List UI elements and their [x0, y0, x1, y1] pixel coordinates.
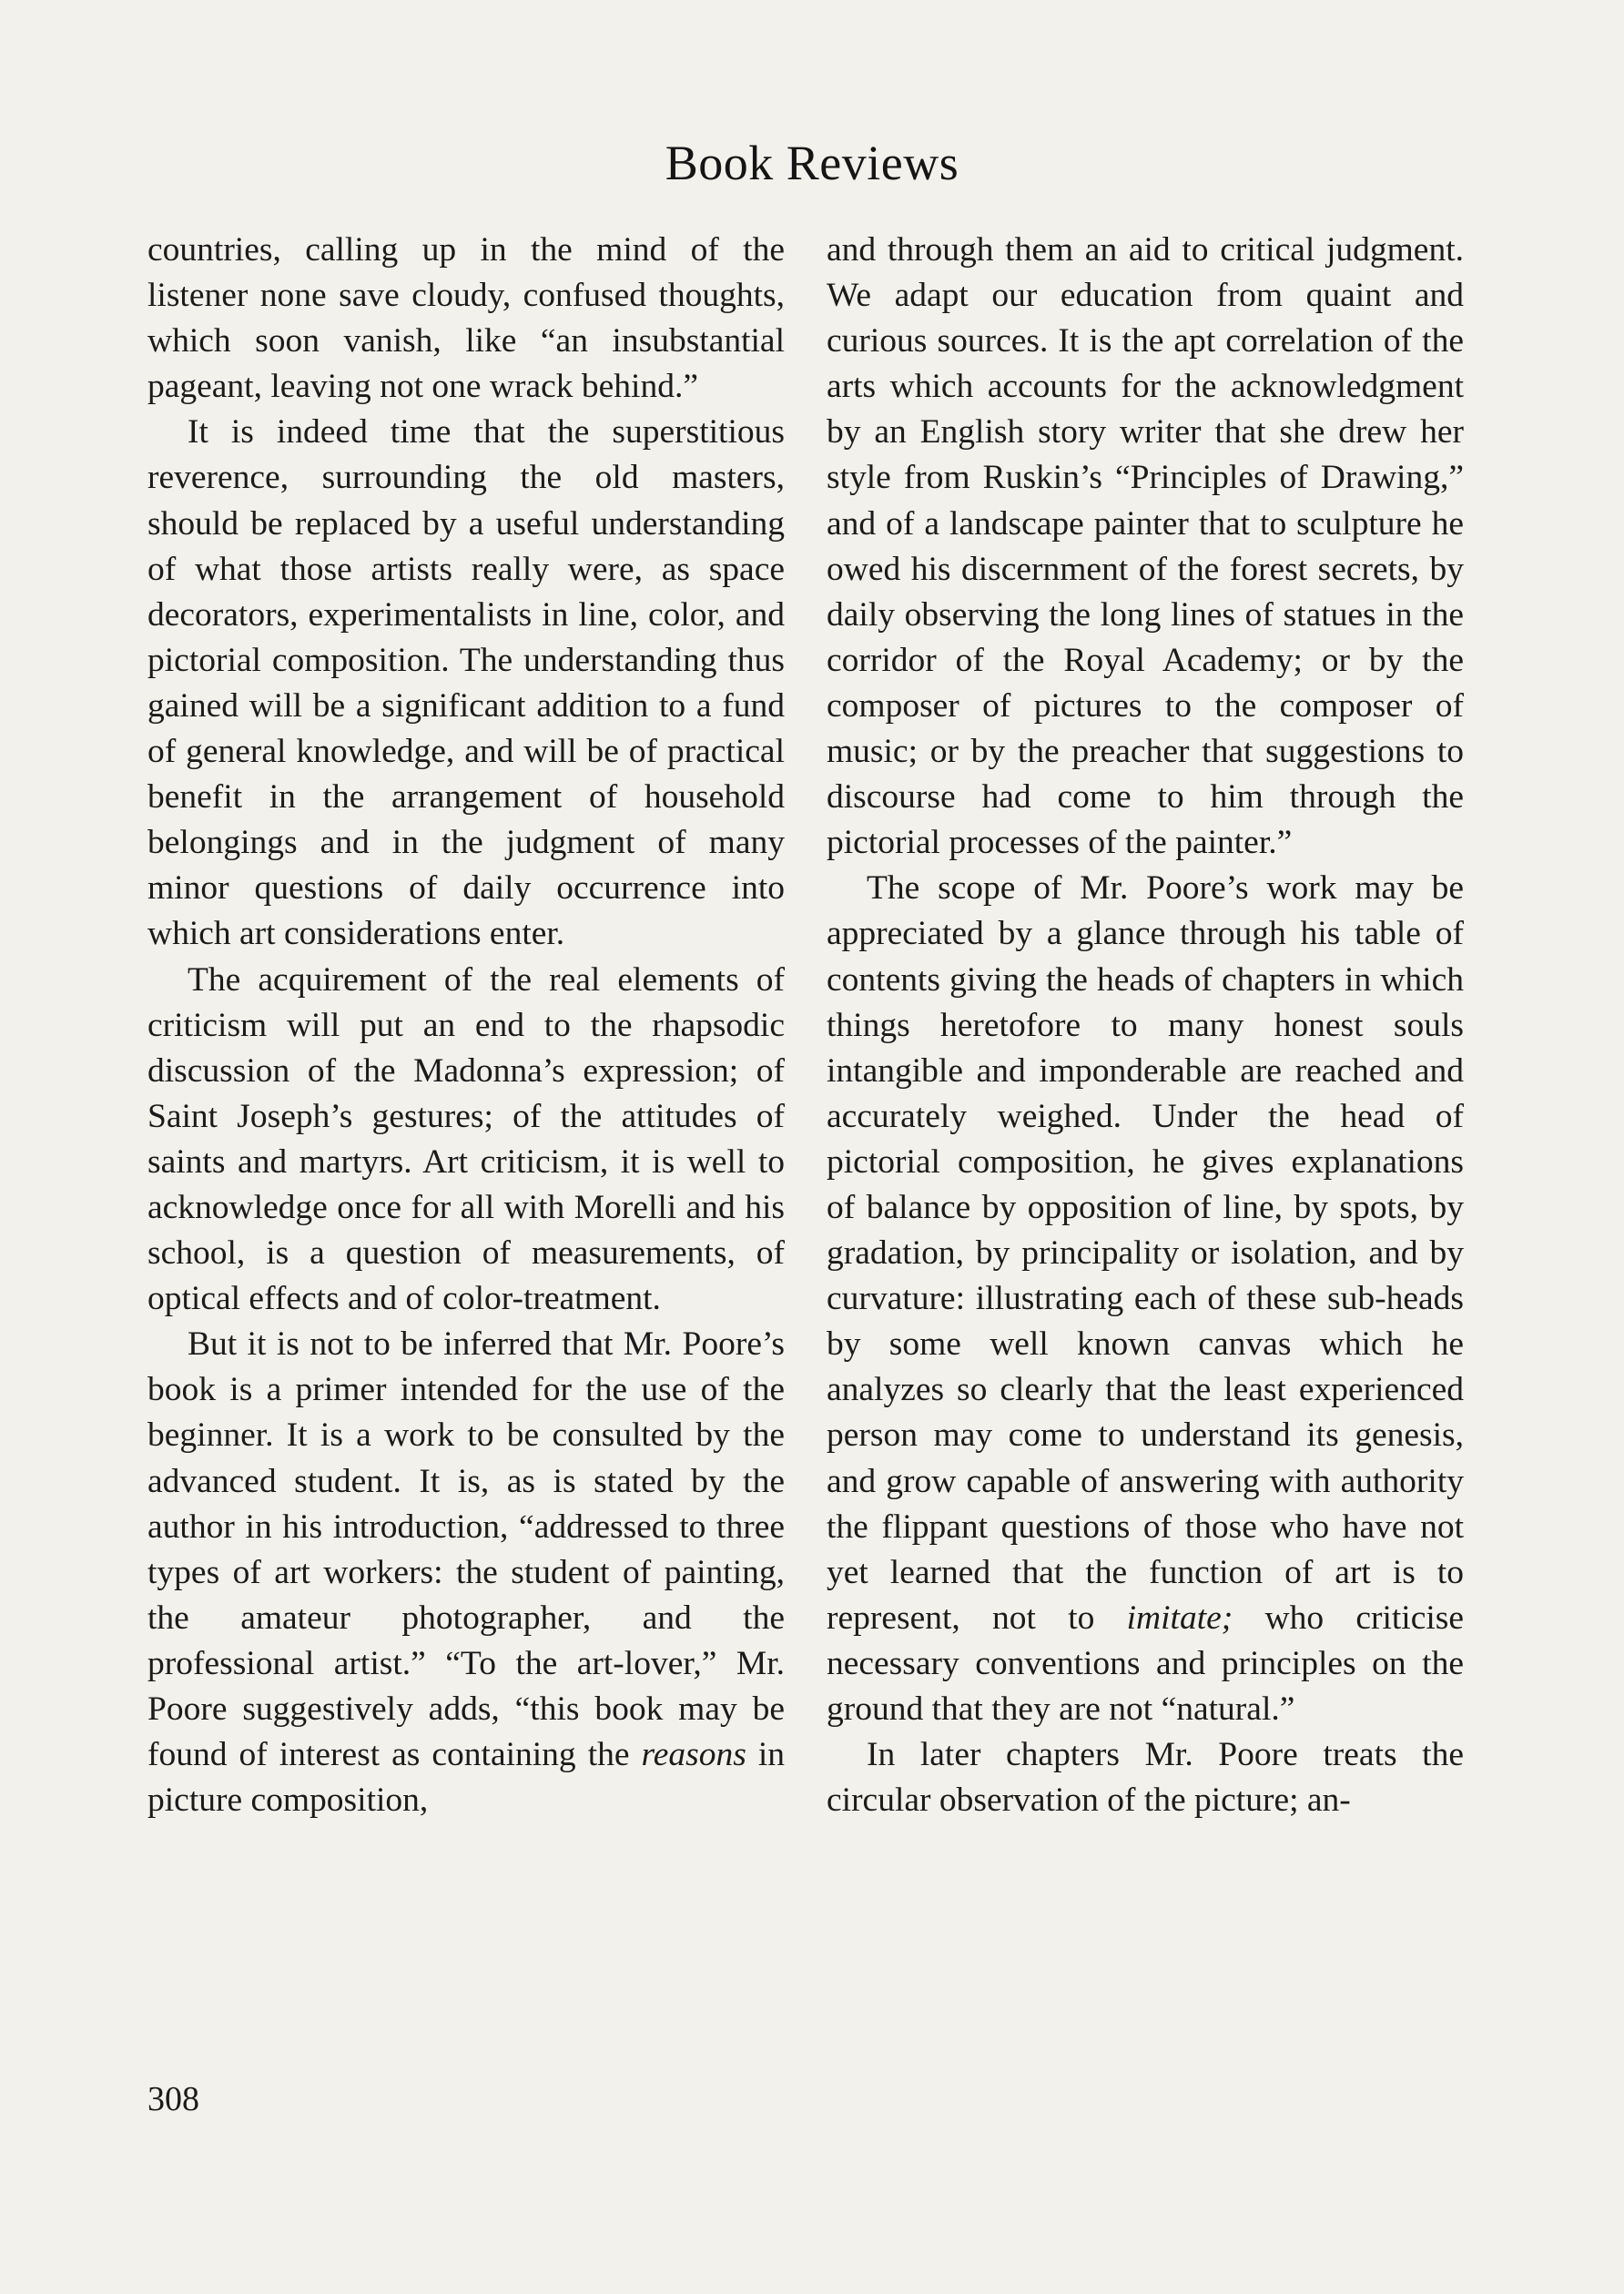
paragraph	[827, 866, 1464, 1732]
paragraph-text: who criticise necessary conventions and principles on the ground that they are not “natural.”	[827, 1599, 1465, 1728]
emphasis-text: imitate;	[1126, 1599, 1233, 1637]
page-title: Book Reviews	[665, 136, 959, 190]
paragraph	[147, 1322, 785, 1823]
left-column	[147, 228, 785, 1823]
paragraph-text: in picture composition,	[147, 1736, 786, 1820]
paragraph: The acquirement of the real elements of criticism will put an end to the rhapsodic discussion of the Madonna’s expression; of Saint Joseph’s gestures; of the attitudes of saints and martyrs. Art criticism, it is well to acknowledge once for all with Morelli and his school, is a question of measurements, of optical effects and of color-treatment.	[147, 960, 785, 1318]
paragraph: and through them an aid to critical judgment. We adapt our education from quaint and curious sources. It is the apt correlation of the arts which accounts for the acknowledgment by an English story writer that she drew her style from Ruskin’s “Principles of Drawing,” and of a landscape painter that to sculpture he owed his discernment of the forest secrets, by daily observing the long lines of statues in the corridor of the Royal Academy; or by the composer of pictures to the composer of music; or by the preacher that suggestions to discourse had come to him through the pictorial processes of the painter.”	[827, 231, 1464, 862]
paragraph-text: The scope of Mr. Poore’s work may be appreciated by a glance through his table of contents giving the heads of chapters in which things heretofore to many honest souls intangible and imponderable are reached and accurately weighed. Under the head of pictorial composition, he gives explanations of balance by opposition of line, by spots, by gradation, by principality or isolation, and by curvature: illustrating each of these sub-heads by some well known canvas which he analyzes so clearly that the least experienced person may come to understand its genesis, and grow capable of answering with authority the flippant questions of those who have not yet learned that the function of art is to represent, not to	[827, 869, 1464, 1637]
right-column	[827, 228, 1464, 1823]
paragraph-text: But it is not to be inferred that Mr. Poore’s book is a primer intended for the use of the beginner. It is a work to be consulted by the advanced student. It is, as is stated by the author in his introduction, “addressed to three types of art workers: the student of painting, the amateur photographer, and the professional artist.” “To the art-lover,” Mr. Poore suggestively adds, “this book may be found of interest as containing the	[147, 1325, 785, 1774]
paragraph: It is indeed time that the superstitious reverence, surrounding the old masters, should be replaced by a useful understanding of what those artists really were, as space decorators, experimentalists in line, color, and pictorial composition. The understanding thus gained will be a significant addition to a fund of general knowledge, and will be of practical benefit in the arrangement of household belongings and in the judgment of many minor questions of daily occurrence into which art considerations enter.	[147, 413, 785, 953]
page-number: 308	[147, 2080, 199, 2118]
paragraph: In later chapters Mr. Poore treats the circular observation of the picture; an-	[827, 1736, 1464, 1820]
paragraph: countries, calling up in the mind of the listener none save cloudy, confused thoughts, which soon vanish, like “an insubstantial pageant, leaving not one wrack behind.”	[147, 231, 785, 406]
emphasis-text: reasons	[641, 1736, 746, 1774]
